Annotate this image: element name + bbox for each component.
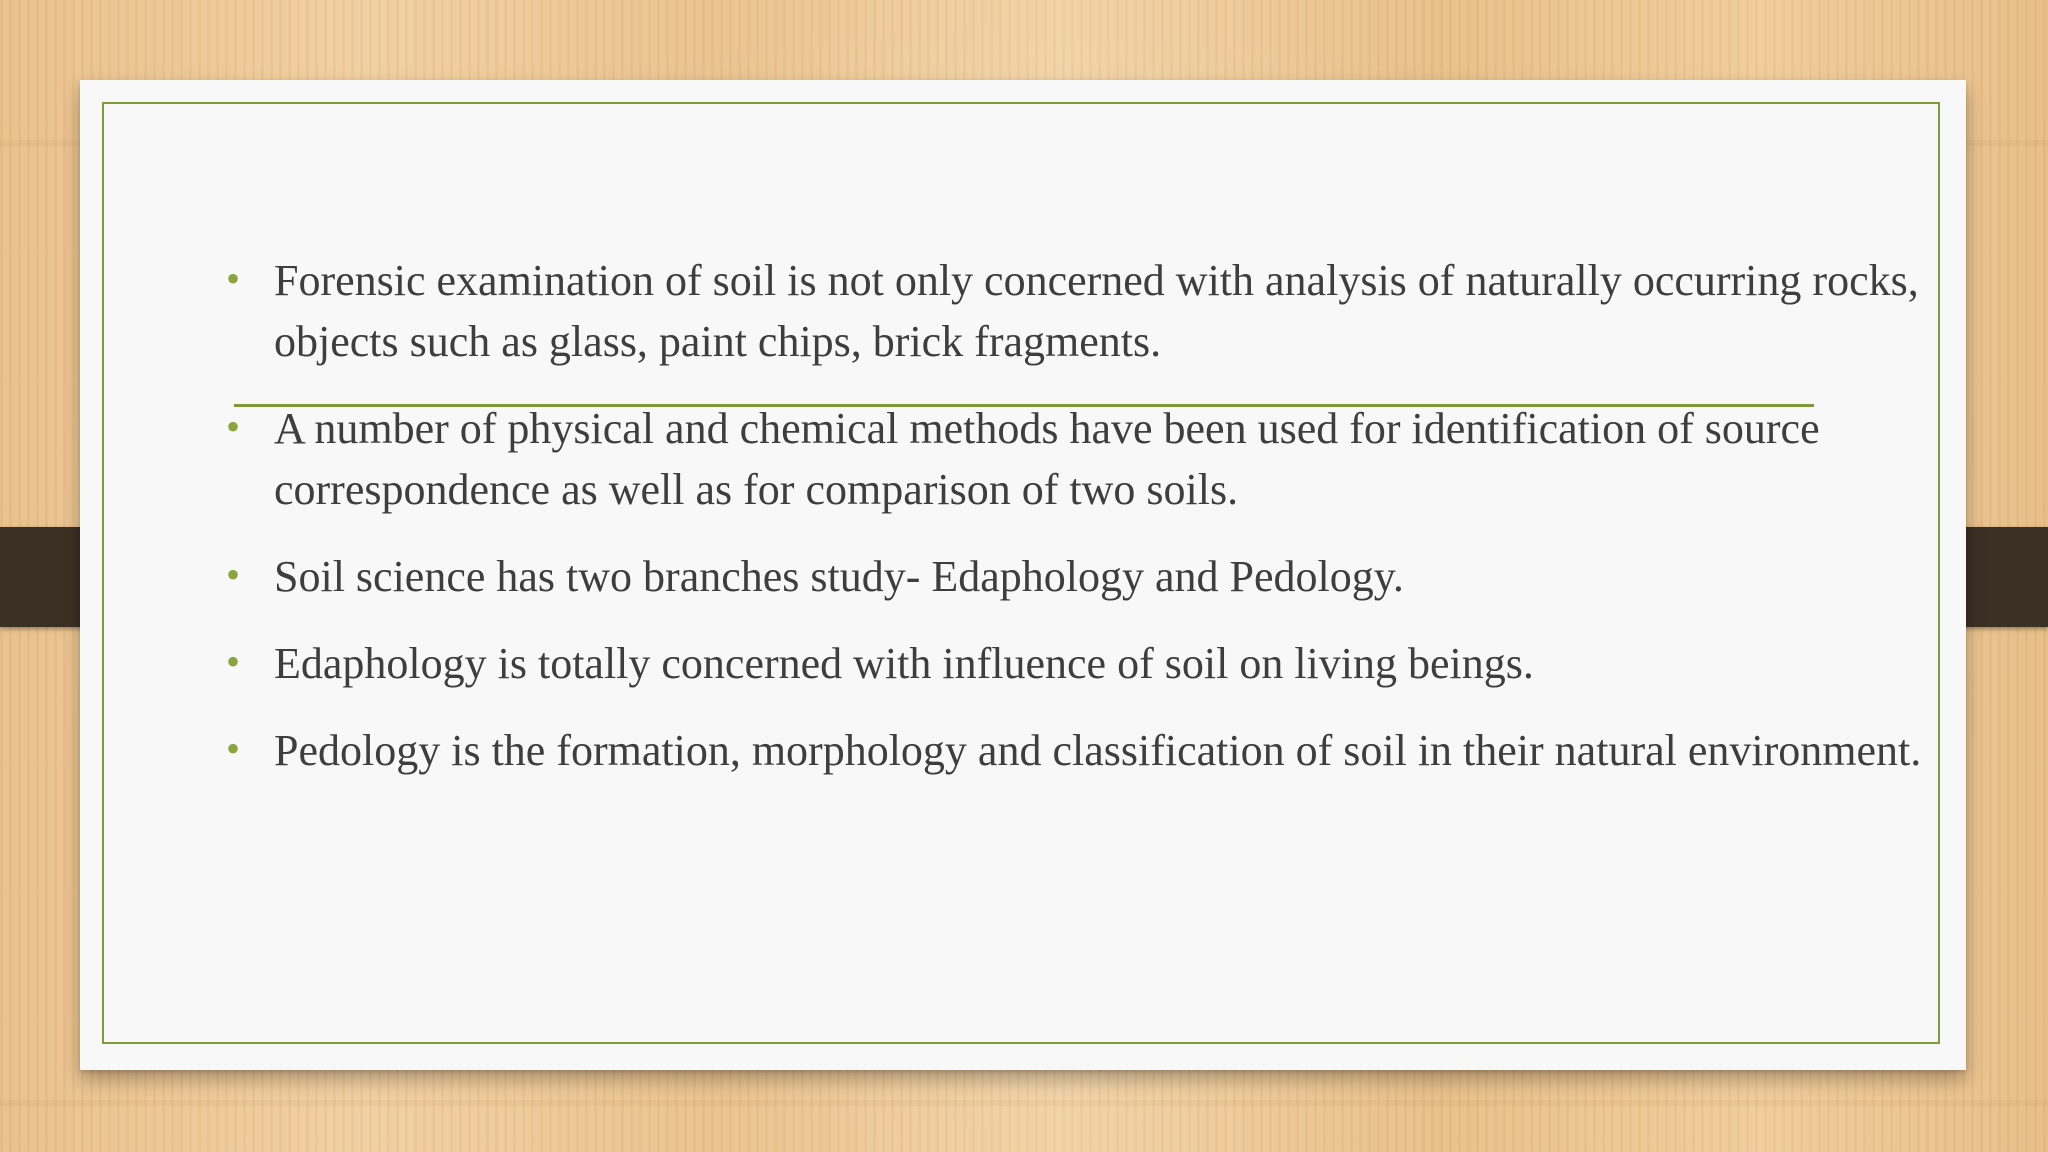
bullet-dot-icon: • [226,256,241,301]
bullet-text: Forensic examination of soil is not only concerned with analysis of naturally occurring rocks, objects such as glass, paint chips, brick fragments. [274,256,1919,366]
bullet-text: Edaphology is totally concerned with influence of soil on living beings. [274,639,1534,688]
bullet-item [226,250,1966,372]
wood-grain [0,1100,2048,1106]
bullet-dot-icon: • [226,639,241,684]
bullet-item [226,720,1966,781]
bullet-dot-icon: • [226,552,241,597]
bullet-text: Soil science has two branches study- Edaphology and Pedology. [274,552,1404,601]
bullet-item [226,633,1966,694]
bullet-dot-icon: • [226,404,241,449]
bullet-text: Pedology is the formation, morphology and classification of soil in their natural environment. [274,726,1922,775]
bullet-dot-icon: • [226,726,241,771]
slide-card [80,80,1966,1070]
bullet-text: A number of physical and chemical methods have been used for identification of source correspondence as well as for comparison of two soils. [274,404,1820,514]
bullet-item [226,546,1966,607]
bullet-item [226,398,1966,520]
bullet-list [226,250,1966,807]
